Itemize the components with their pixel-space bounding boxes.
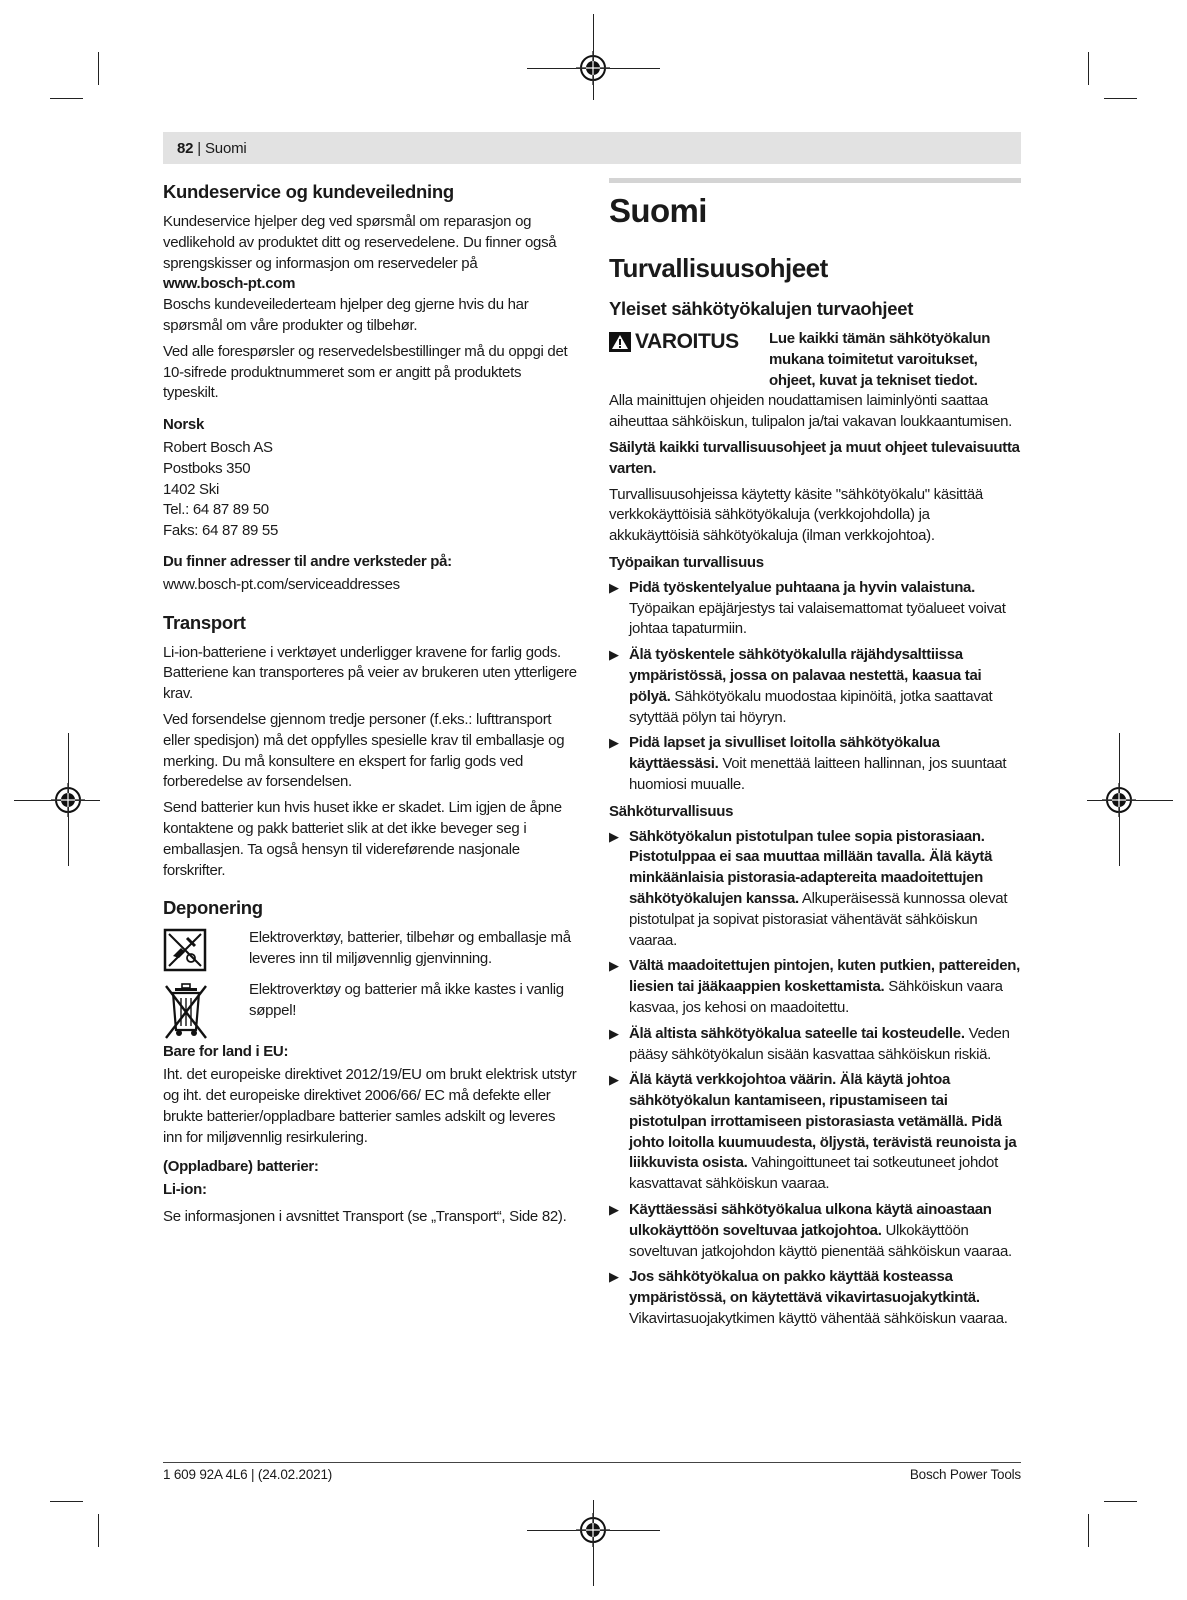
page-number: 82 — [177, 139, 194, 157]
list-item — [609, 1024, 1021, 1066]
list-item — [609, 1070, 1021, 1195]
warning-triangle-icon — [609, 332, 631, 352]
footer-rule — [163, 1462, 1021, 1463]
kundeservice-text-3: Ved alle forespørsler og reservedelsbestillinger må du oppgi det 10-sifrede produktnummeret som er angitt på produktets typeskilt. — [163, 342, 568, 402]
bullet-arrow-icon: ▶ — [609, 1202, 619, 1218]
warning-text: Alla mainittujen ohjeiden noudattamisen laiminlyönti saattaa aiheuttaa sähköiskun, tulipalon ja/tai vakavan loukkaantumisen. — [609, 392, 1013, 431]
item-text: Työpaikan epäjärjestys tai valaisemattomat työalueet voivat johtaa tapaturmiin. — [629, 599, 1006, 638]
batteries-label: (Oppladbare) batterier: — [163, 1158, 319, 1176]
item-bold: Pidä työskentelyalue puhtaana ja hyvin valaistuna. — [629, 578, 975, 596]
registration-mark-icon — [51, 783, 85, 817]
item-text: Alkuperäisessä kunnossa olevat pistotulpat ja sopivat pistorasiat vähentävät sähköiskun vaaraa. — [629, 889, 1008, 949]
right-column — [609, 178, 1021, 1336]
item-text: Veden pääsy sähkötyökalun sisään kasvattaa sähköiskun riskiä. — [629, 1024, 1010, 1063]
warning-label — [609, 329, 769, 355]
eu-label: Bare for land i EU: — [163, 1043, 289, 1061]
crop-mark — [98, 52, 99, 85]
warning-word: VAROITUS — [635, 330, 739, 353]
bullet-arrow-icon: ▶ — [609, 1269, 619, 1285]
workplace-heading: Työpaikan turvallisuus — [609, 553, 764, 571]
kundeservice-url: www.bosch-pt.com — [163, 275, 296, 293]
crop-mark — [50, 98, 83, 99]
item-bold: Älä käytä verkkojohtoa väärin. Älä käytä johtoa sähkötyökalun kantamiseen, ripustamiseen tai pistotulpan irrottamiseen pistorasiasta vetämällä. Pidä johto loitolla kuumuudesta, öljystä, terävistä reunoista ja liikkuvista osista. — [629, 1071, 1017, 1172]
bullet-arrow-icon: ▶ — [609, 647, 619, 663]
item-bold: Älä altista sähkötyökalua sateelle tai kosteudelle. — [629, 1024, 965, 1042]
warning-bold: Lue kaikki tämän sähkötyökalun mukana toimitetut varoitukset, ohjeet, kuvat ja tekniset tiedot. — [769, 330, 991, 389]
electrical-list — [609, 827, 1021, 1330]
item-bold: Vältä maadoitettujen pintojen, kuten putkien, pattereiden, liesien tai jääkaappien koskettamista. — [629, 957, 1020, 996]
list-item — [609, 1200, 1021, 1262]
section-rule — [609, 178, 1021, 183]
item-text: Sähköiskun vaara kasvaa, jos kehosi on maadoitettu. — [629, 978, 1003, 1016]
list-item — [609, 733, 1021, 795]
address-line: Robert Bosch AS — [163, 438, 273, 456]
eu-text: Iht. det europeiske direktivet 2012/19/EU om brukt elektrisk utstyr og iht. det europeiske direktivet 2006/66/ EC må defekte eller brukte batterier/oppladbare batterier samles adskilt og leveres inn for miljøvennlig resirkulering. — [163, 1066, 577, 1146]
registration-mark-icon — [576, 51, 610, 85]
service-address — [163, 438, 578, 542]
country-label: Norsk — [163, 416, 205, 434]
electrical-heading: Sähköturvallisuus — [609, 802, 734, 820]
other-addresses-url: www.bosch-pt.com/serviceaddresses — [163, 575, 400, 593]
header-separator: | — [197, 139, 201, 157]
address-line: Faks: 64 87 89 55 — [163, 522, 278, 540]
keep-instructions: Säilytä kaikki turvallisuusohjeet ja muut ohjeet tulevaisuutta varten. — [609, 438, 1020, 477]
item-bold: Älä työskentele sähkötyökalulla räjähdysalttiissa ympäristössä, jossa on palavaa nestettä, kaasua tai pölyä. — [629, 646, 982, 705]
definition-text: Turvallisuusohjeissa käytetty käsite "sähkötyökalu" käsittää verkkokäyttöisiä sähkötyökaluja (verkkojohdolla) ja akkukäyttöisiä sähkötyökaluja (ilman verkkojohtoa). — [609, 485, 983, 545]
address-line: 1402 Ski — [163, 480, 219, 498]
list-item — [609, 827, 1021, 952]
crop-mark — [1088, 52, 1089, 85]
item-bold: Sähkötyökalun pistotulpan tulee sopia pistorasiaan. Pistotulppaa ei saa muuttaa millään tavalla. Älä käytä minkäänlaisia pistorasia-adaptereita maadoitettujen sähkötyökalujen kanssa. — [629, 827, 993, 907]
other-addresses-label: Du finner adresser til andre verksteder på: — [163, 552, 452, 570]
registration-mark-icon — [576, 1513, 610, 1547]
general-safety-heading: Yleiset sähkötyökalujen turvaohjeet — [609, 298, 914, 319]
item-text: Vikavirtasuojakytkimen käyttö vähentää sähköiskun vaaraa. — [629, 1310, 1008, 1328]
disposal-item — [163, 980, 578, 1026]
transport-heading: Transport — [163, 611, 246, 633]
crop-mark — [1088, 1514, 1089, 1547]
kundeservice-heading: Kundeservice og kundeveiledning — [163, 181, 454, 202]
item-text: Vahingoittuneet tai sotkeutuneet johdot kasvattavat sähköiskun vaaraa. — [629, 1154, 998, 1193]
footer-brand: Bosch Power Tools — [909, 1467, 1021, 1482]
transport-paragraph: Send batterier kun hvis huset ikke er skadet. Lim igjen de åpne kontaktene og pakk batteriet slik at det ikke beveger seg i emballasjen. Ta også hensyn til videreførende nasjonale forskrifter. — [163, 799, 562, 879]
crop-mark — [50, 1501, 83, 1502]
item-text: Voit menettää laitteen hallinnan, jos suuntaat huomiosi muualle. — [629, 755, 1007, 793]
transport-paragraph: Ved forsendelse gjennom tredje personer (f.eks.: lufttransport eller spedisjon) må det oppfylles spesielle krav til emballasje og merking. Du må konsultere en ekspert for farlig gods ved forberedelse av forsendelsen. — [163, 710, 565, 791]
transport-paragraph: Li-ion-batteriene i verktøyet underligger kravene for farlig gods. Batteriene kan transporteres på veier av brukeren uten ytterligere krav. — [163, 643, 577, 703]
bullet-arrow-icon: ▶ — [609, 1025, 619, 1041]
recycling-box-icon — [163, 928, 209, 974]
bullet-arrow-icon: ▶ — [609, 828, 619, 844]
bullet-arrow-icon: ▶ — [609, 1072, 619, 1088]
item-text: Sähkötyökalu muodostaa kipinöitä, jotka saattavat sytyttää pölyn tai höyryn. — [629, 687, 993, 726]
list-item — [609, 956, 1021, 1018]
crop-mark — [1104, 98, 1137, 99]
language-heading: Suomi — [609, 192, 707, 229]
workplace-list — [609, 578, 1021, 796]
address-line: Postboks 350 — [163, 459, 251, 477]
liion-text: Se informasjonen i avsnittet Transport (se „Transport“, Side 82). — [163, 1207, 567, 1225]
item-bold: Jos sähkötyökalua on pakko käyttää kosteassa ympäristössä, on käytettävä vikavirtasuojakytkintä. — [629, 1268, 980, 1307]
crop-mark — [1104, 1501, 1137, 1502]
bullet-arrow-icon: ▶ — [609, 958, 619, 974]
address-line: Tel.: 64 87 89 50 — [163, 501, 269, 519]
left-column — [163, 178, 578, 1233]
doc-number: 1 609 92A 4L6 | (24.02.2021) — [163, 1467, 333, 1482]
disposal-text-1: Elektroverktøy, batterier, tilbehør og emballasje må leveres inn til miljøvennlig gjenvinning. — [249, 929, 571, 968]
kundeservice-text-2: Boschs kundeveilederteam hjelper deg gjerne hvis du har spørsmål om våre produkter og tilbehør. — [163, 296, 529, 334]
header-language: Suomi — [205, 139, 247, 157]
running-header — [163, 132, 1021, 164]
weee-bin-icon — [163, 980, 209, 1026]
disposal-item — [163, 928, 578, 974]
list-item — [609, 1267, 1021, 1329]
item-bold: Käyttäessäsi sähkötyökalua ulkona käytä ainoastaan ulkokäyttöön soveltuvaa jatkojohtoa. — [629, 1201, 992, 1239]
list-item — [609, 645, 1021, 728]
bullet-arrow-icon: ▶ — [609, 579, 619, 595]
safety-heading: Turvallisuusohjeet — [609, 253, 828, 283]
deponering-heading: Deponering — [163, 897, 263, 919]
list-item — [609, 578, 1021, 640]
registration-mark-icon — [1102, 783, 1136, 817]
crop-mark — [98, 1514, 99, 1547]
item-text: Ulkokäyttöön soveltuvan jatkojohdon käyttö pienentää sähköiskun vaaraa. — [629, 1221, 1012, 1260]
warning-block — [609, 329, 1021, 391]
disposal-text-2: Elektroverktøy og batterier må ikke kastes i vanlig søppel! — [249, 981, 564, 1020]
warning-heading — [769, 329, 1021, 391]
liion-label: Li-ion: — [163, 1181, 207, 1199]
bullet-arrow-icon: ▶ — [609, 735, 619, 751]
item-bold: Pidä lapset ja sivulliset loitolla sähkötyökalua käyttäessäsi. — [629, 734, 940, 773]
kundeservice-text: Kundeservice hjelper deg ved spørsmål om reparasjon og vedlikehold av produktet ditt og reservedelene. Du finner også sprengskisser og informasjon om reservedeler på — [163, 213, 557, 272]
